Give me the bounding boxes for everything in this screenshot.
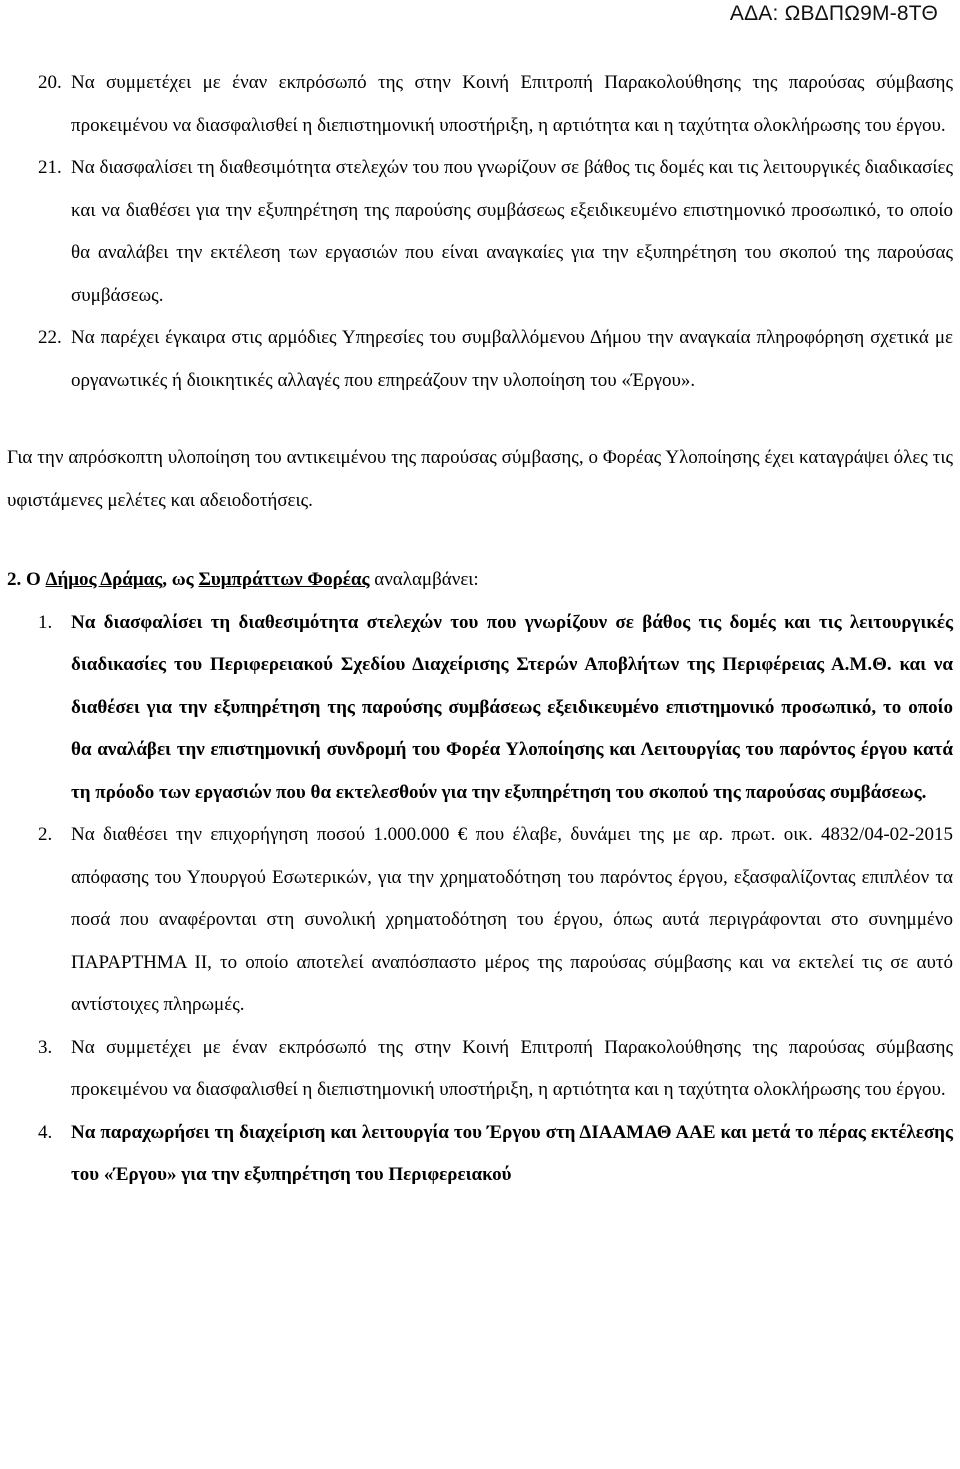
obligation-item-20	[0, 62, 960, 147]
obligation-item-21	[0, 147, 960, 317]
section-suffix: αναλαμβάνει:	[374, 569, 479, 590]
section-municipality: Δήμος Δράμας	[45, 569, 163, 590]
item-number: 2.	[38, 824, 53, 845]
item-text: Να συμμετέχει με έναν εκπρόσωπό της στην Κοινή Επιτροπή Παρακολούθησης της παρούσας σύμβασης προκειμένου να διασφαλισθεί η διεπιστημονική υποστήριξη, η αρτιότητα και η ταχύτητα ολοκλήρωσης του έργου.	[71, 1036, 953, 1100]
item-text: Να συμμετέχει με έναν εκπρόσωπό της στην Κοινή Επιτροπή Παρακολούθησης της παρούσας σύμβασης προκειμένου να διασφαλισθεί η διεπιστημονική υποστήριξη, η αρτιότητα και η ταχύτητα ολοκλήρωσης του έργου.	[71, 72, 953, 136]
document-body	[0, 62, 960, 1197]
implementation-paragraph: Για την απρόσκοπτη υλοποίηση του αντικειμένου της παρούσας σύμβασης, ο Φορέας Υλοποίησης έχει καταγράψει όλες τις υφιστάμενες μελέτες και αδειοδοτήσεις.	[7, 447, 953, 511]
ada-code: ΑΔΑ: ΩΒΔΠΩ9Μ-8ΤΘ	[729, 2, 938, 25]
item-text: Να παραχωρήσει τη διαχείριση και λειτουργία του Έργου στη ΔΙΑΑΜΑΘ ΑΑΕ και μετά το πέρας εκτέλεσης του «Έργου» για την εξυπηρέτηση του Περιφερειακού	[71, 1121, 953, 1185]
item-text: Να διασφαλίσει τη διαθεσιμότητα στελεχών του που γνωρίζουν σε βάθος τις δομές και τις λειτουργικές διαδικασίες και να διαθέσει για την εξυπηρέτηση της παρούσης συμβάσεως εξειδικευμένο επιστημονικό προσωπικό, το οποίο θα αναλάβει την εκτέλεση των εργασιών που είναι αναγκαίες για την εξυπηρέτηση του σκοπού της παρούσας συμβάσεως.	[71, 157, 953, 306]
section-prefix: Ο	[26, 569, 41, 590]
municipality-item-2	[0, 814, 960, 1027]
item-number: 3.	[38, 1036, 53, 1058]
section-comma: , ως	[162, 569, 194, 590]
item-text: Να διαθέσει την επιχορήγηση ποσού 1.000.000 € που έλαβε, δυνάμει της με αρ. πρωτ. οικ. 4832/04-02-2015 απόφασης του Υπουργού Εσωτερικών, για την χρηματοδότηση του παρόντος έργου, εξασφαλίζοντας επιπλέον τα ποσά που αναφέρονται στη συνολική χρηματοδότηση του έργου, όπως αυτά περιγράφονται στο συνημμένο ΠΑΡΑΡΤΗΜΑ ΙΙ, το οποίο αποτελεί αναπόσπαστο μέρος της παρούσας σύμβασης και να εκτελεί τις σε αυτό αντίστοιχες πληρωμές.	[71, 824, 953, 1015]
municipality-item-1	[0, 602, 960, 815]
item-text: Να παρέχει έγκαιρα στις αρμόδιες Υπηρεσίες του συμβαλλόμενου Δήμου την αναγκαία πληροφόρηση σχετικά με οργανωτικές ή διοικητικές αλλαγές που επηρεάζουν την υλοποίηση του «Έργου».	[71, 327, 953, 391]
item-number: 20.	[38, 72, 62, 93]
municipality-item-3	[0, 1027, 960, 1112]
section-heading	[0, 559, 960, 602]
item-number: 21.	[38, 157, 62, 178]
item-number: 4.	[38, 1121, 53, 1143]
item-number: 1.	[38, 611, 53, 633]
section-role: Συμπράττων Φορέας	[198, 569, 370, 590]
municipality-item-4	[0, 1112, 960, 1197]
section-number: 2.	[7, 569, 22, 590]
obligation-item-22	[0, 317, 960, 402]
item-number: 22.	[38, 327, 62, 348]
item-text: Να διασφαλίσει τη διαθεσιμότητα στελεχών του που γνωρίζουν σε βάθος τις δομές και τις λειτουργικές διαδικασίες του Περιφερειακού Σχεδίου Διαχείρισης Στερών Αποβλήτων της Περιφέρειας Α.Μ.Θ. και να διαθέσει για την εξυπηρέτηση της παρούσης συμβάσεως εξειδικευμένο επιστημονικό προσωπικό, το οποίο θα αναλάβει την επιστημονική συνδρομή του Φορέα Υλοποίησης και Λειτουργίας του παρόντος έργου κατά τη πρόοδο των εργασιών που θα εκτελεσθούν για την εξυπηρέτηση του σκοπού της παρούσας συμβάσεως.	[71, 611, 953, 803]
